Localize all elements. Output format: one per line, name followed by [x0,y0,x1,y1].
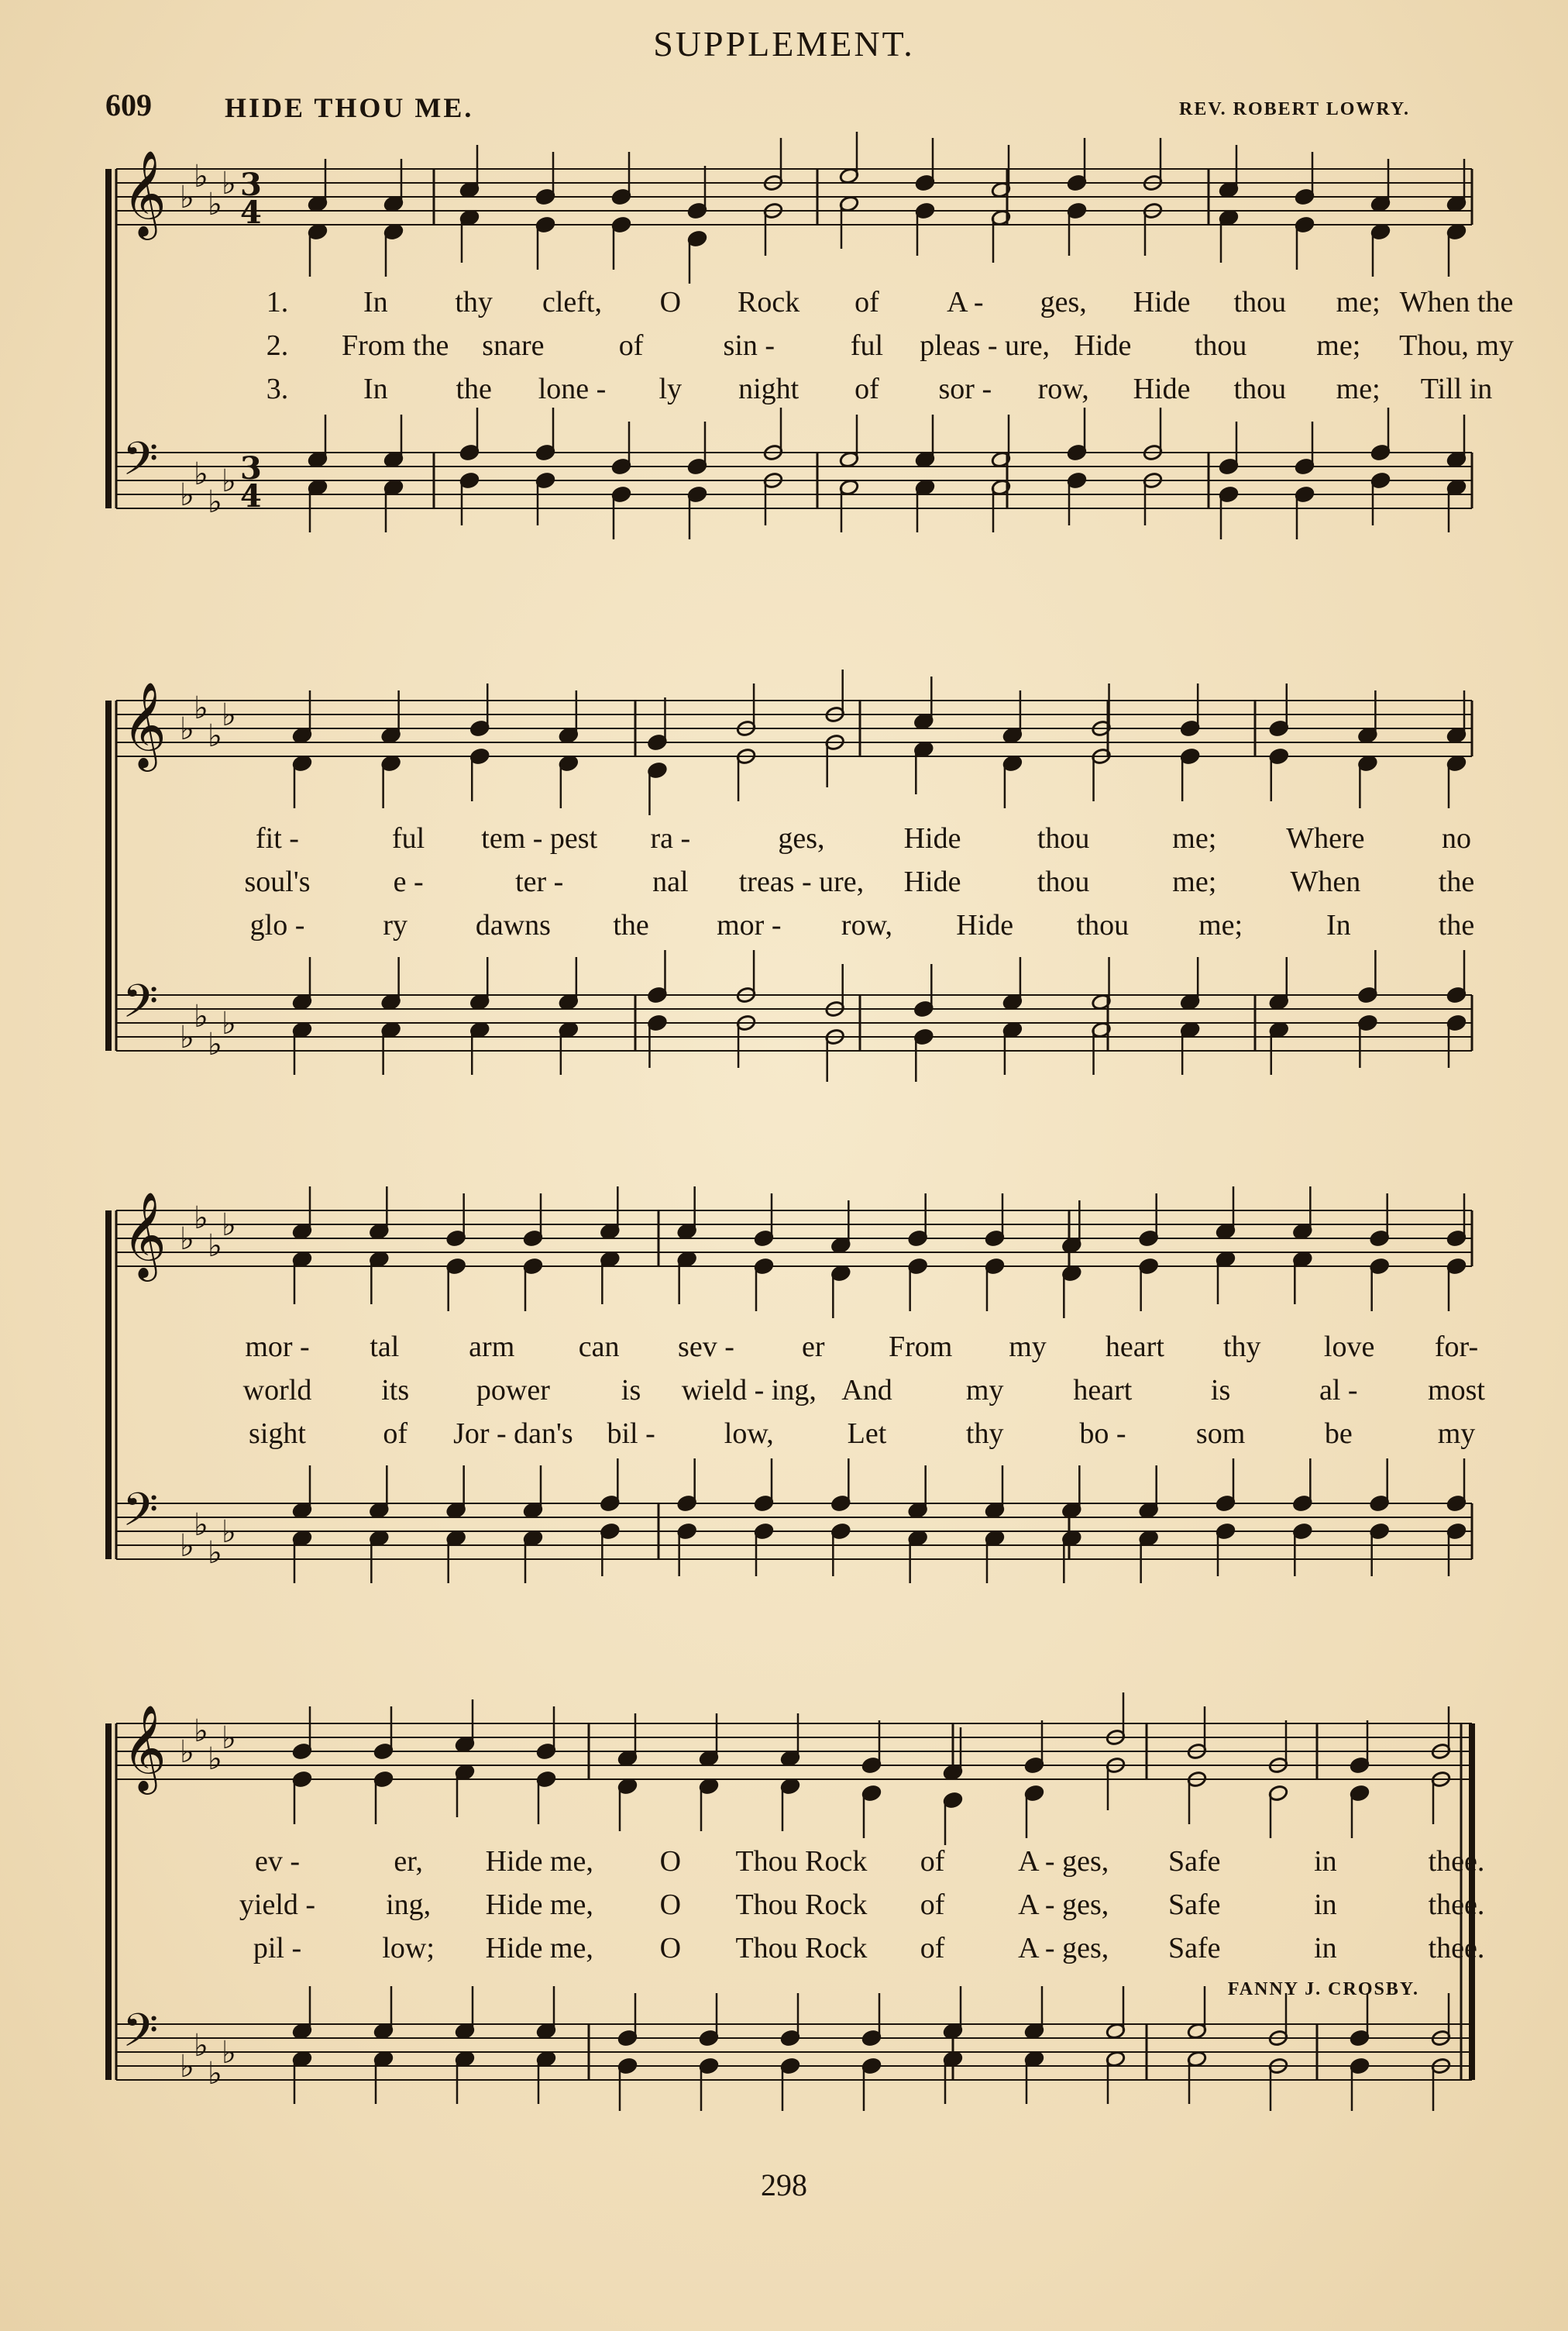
flat-sign: ♭ [222,166,236,201]
hymn-title: HIDE THOU ME. [225,92,474,123]
lyric-syllable: O [659,1845,682,1878]
lyric-syllable: Hide [956,909,1014,942]
flat-sign: ♭ [194,1507,208,1543]
lyric-syllable: me; [1336,373,1381,405]
lyric-syllable: treas - ure, [738,866,865,898]
flat-sign: ♭ [222,463,236,499]
lyric-syllable: thy [1222,1331,1261,1363]
lyric-syllable: Hide [1133,286,1191,318]
flat-sign: ♭ [194,1200,208,1236]
lyric-syllable: sin - [723,329,775,362]
lyric-syllable: in [1314,1889,1337,1921]
lyric-syllable: A - ges, [1018,1889,1109,1921]
flat-sign: ♭ [180,477,194,513]
lyric-line-verse-2 [0,865,1568,908]
lyric-syllable: From the [342,329,449,362]
flat-sign: ♭ [180,711,194,747]
lyric-syllable: arm [469,1331,515,1363]
lyric-syllable: ges, [778,822,825,855]
lyric-syllable: ter - [515,866,564,898]
lyric-syllable: er [802,1331,825,1363]
music-system-3 [0,1178,1568,1612]
lyric-syllable: of [920,1889,945,1921]
time-signature-digit: 4 [240,478,262,515]
lyric-syllable: And [841,1374,892,1407]
lyric-syllable: thee. [1428,1889,1485,1921]
treble-clef: 𝄞 [122,150,167,236]
composer-credit: REV. ROBERT LOWRY. [1179,99,1410,119]
treble-clef: 𝄞 [122,1191,167,1278]
time-signature-digit: 3 [240,167,262,203]
lyric-syllable: al - [1319,1374,1358,1407]
lyric-syllable: in [1314,1932,1337,1964]
lyric-syllable: most [1428,1374,1485,1407]
lyric-syllable: pleas - ure, [920,329,1050,362]
lyric-syllable: Hide [903,822,961,855]
lyric-syllable: thou [1194,329,1247,362]
time-signature-digit: 4 [240,195,262,231]
treble-clef: 𝄞 [122,681,167,768]
lyric-syllable: 1. [266,286,289,318]
lyric-line-verse-2 [0,1373,1568,1417]
lyric-syllable: of [618,329,644,362]
lyric-line-verse-1 [0,285,1568,329]
lyric-syllable: 2. [266,329,289,362]
lyric-syllable: soul's [244,866,311,898]
lyric-syllable: of [920,1845,945,1878]
lyric-syllable: When the [1399,286,1514,318]
flat-sign: ♭ [194,2028,208,2064]
lyric-syllable: me; [1198,909,1243,942]
lyric-syllable: no [1442,822,1471,855]
lyric-syllable: Where [1286,822,1365,855]
lyric-syllable: 3. [266,373,289,405]
flat-sign: ♭ [208,1535,222,1571]
lyric-syllable: tal [370,1331,400,1363]
lyric-syllable: sev - [678,1331,734,1363]
lyric-syllable: the [613,909,649,942]
lyric-syllable: ry [383,909,408,942]
lyric-syllable: Till in [1420,373,1493,405]
lyric-syllable: yield - [239,1889,316,1921]
lyric-syllable: cleft, [542,286,603,318]
flat-sign: ♭ [180,1528,194,1564]
lyric-syllable: bo - [1079,1417,1126,1450]
lyric-syllable: Safe [1168,1889,1221,1921]
music-system-4 [0,1689,1568,2139]
lyric-syllable: is [621,1374,641,1407]
lyric-syllable: Safe [1168,1932,1221,1964]
lyric-syllable: the [1438,866,1475,898]
lyric-syllable: thy [455,286,493,318]
lyric-syllable: Hide me, [485,1845,593,1878]
page-number: 298 [761,2167,807,2202]
lyric-syllable: ev - [254,1845,301,1878]
lyric-syllable: in [1314,1845,1337,1878]
flat-sign: ♭ [194,999,208,1035]
lyric-syllable: wield - ing, [681,1374,817,1407]
flat-sign: ♭ [208,187,222,222]
lyric-line-verse-1 [0,1330,1568,1373]
flat-sign: ♭ [222,697,236,733]
lyric-syllable: thee. [1428,1845,1485,1878]
lyric-syllable: low, [724,1417,774,1450]
flat-sign: ♭ [222,1207,236,1243]
flat-sign: ♭ [222,1514,236,1550]
music-system-1 [0,132,1568,589]
lyric-line-verse-1 [0,821,1568,865]
flat-sign: ♭ [208,1741,222,1777]
lyric-syllable: ing, [386,1889,432,1921]
lyric-syllable: tem - pest [481,822,598,855]
running-head: SUPPLEMENT. [653,24,915,64]
lyric-syllable: my [1437,1417,1476,1450]
lyric-line-verse-2 [0,329,1568,372]
lyric-syllable: snare [482,329,545,362]
lyric-syllable: world [242,1374,312,1407]
lyric-syllable: me; [1336,286,1381,318]
flat-sign: ♭ [222,1006,236,1042]
lyricist-credit: FANNY J. CROSBY. [1227,1979,1419,1999]
lyric-syllable: night [738,373,799,405]
lyric-syllable: O [659,1932,682,1964]
lyric-syllable: glo - [249,909,305,942]
lyric-syllable: ges, [1040,286,1087,318]
lyric-syllable: thou [1076,909,1130,942]
lyric-syllable: low; [382,1932,435,1964]
lyric-syllable: er, [394,1845,423,1878]
lyric-syllable: row, [841,909,893,942]
lyric-syllable: Let [847,1417,887,1450]
lyric-syllable: for- [1434,1331,1479,1363]
treble-clef: 𝄞 [122,1704,167,1791]
lyric-syllable: A - ges, [1018,1932,1109,1964]
lyric-line-verse-3 [0,1931,1568,1975]
lyric-syllable: O [659,1889,682,1921]
flat-sign: ♭ [208,718,222,754]
lyric-syllable: thou [1037,822,1090,855]
flat-sign: ♭ [180,1221,194,1257]
lyric-syllable: Hide me, [485,1932,593,1964]
lyric-syllable: my [965,1374,1004,1407]
flat-sign: ♭ [222,1720,236,1756]
flat-sign: ♭ [194,159,208,195]
lyric-syllable: e - [393,866,424,898]
lyric-syllable: sight [249,1417,306,1450]
lyric-syllable: of [920,1932,945,1964]
lyric-syllable: heart [1073,1374,1133,1407]
lyric-syllable: me; [1316,329,1361,362]
lyric-syllable: pil - [253,1932,302,1964]
lyric-syllable: mor - [245,1331,310,1363]
lyric-syllable: ful [850,329,884,362]
lyric-syllable: nal [652,866,689,898]
lyric-syllable: me; [1172,822,1217,855]
bass-clef: 𝄢 [122,974,159,1039]
lyric-syllable: love [1323,1331,1375,1363]
lyric-line-verse-1 [0,1844,1568,1888]
lyric-syllable: of [383,1417,408,1450]
lyric-syllable: Thou Rock [735,1845,868,1878]
flat-sign: ♭ [208,1228,222,1264]
lyric-syllable: Thou, my [1399,329,1514,362]
lyric-syllable: mor - [717,909,782,942]
lyric-syllable: ful [392,822,425,855]
flat-sign: ♭ [194,1713,208,1749]
lyric-syllable: the [456,373,492,405]
flat-sign: ♭ [180,1734,194,1770]
lyric-syllable: Thou Rock [735,1889,868,1921]
flat-sign: ♭ [208,1027,222,1062]
lyric-line-verse-2 [0,1888,1568,1931]
lyric-syllable: thou [1233,373,1287,405]
lyric-syllable: thou [1233,286,1287,318]
bass-clef: 𝄢 [122,2003,159,2068]
lyric-syllable: the [1438,909,1475,942]
lyric-syllable: O [659,286,682,318]
flat-sign: ♭ [194,456,208,492]
lyric-syllable: lone - [538,373,607,405]
lyric-line-verse-3 [0,908,1568,952]
lyric-syllable: Hide [1133,373,1191,405]
lyric-syllable: of [854,373,879,405]
lyric-syllable: Thou Rock [735,1932,868,1964]
lyric-syllable: ly [658,373,683,405]
bass-clef: 𝄢 [122,432,159,497]
lyric-syllable: Jor - dan's [453,1417,573,1450]
lyric-syllable: In [363,286,388,318]
lyric-line-verse-3 [0,1417,1568,1460]
lyric-syllable: row, [1037,373,1089,405]
bass-clef: 𝄢 [122,1482,159,1548]
flat-sign: ♭ [180,1020,194,1055]
lyric-syllable: ra - [650,822,691,855]
lyric-syllable: thou [1037,866,1090,898]
lyric-syllable: be [1324,1417,1353,1450]
flat-sign: ♭ [208,2056,222,2092]
lyric-syllable: A - ges, [1018,1845,1109,1878]
lyric-syllable: my [1009,1331,1047,1363]
hymn-number: 609 [105,88,152,122]
lyric-line-verse-3 [0,372,1568,415]
lyric-syllable: of [854,286,879,318]
lyric-syllable: bil - [607,1417,655,1450]
lyric-syllable: fit - [256,822,299,855]
lyric-syllable: som [1195,1417,1246,1450]
flat-sign: ♭ [180,2049,194,2085]
lyric-syllable: Hide [903,866,961,898]
time-signature-digit: 3 [240,450,262,487]
lyric-syllable: In [1326,909,1351,942]
lyric-syllable: me; [1172,866,1217,898]
music-system-2 [0,666,1568,1100]
lyric-syllable: A - [947,286,984,318]
lyric-syllable: Hide [1074,329,1132,362]
lyric-syllable: dawns [475,909,551,942]
lyric-syllable: sor - [938,373,992,405]
lyric-syllable: Hide me, [485,1889,593,1921]
lyric-syllable: power [476,1374,550,1407]
flat-sign: ♭ [208,484,222,520]
lyric-syllable: From [888,1331,953,1363]
flat-sign: ♭ [180,180,194,215]
lyric-syllable: heart [1105,1331,1164,1363]
lyric-syllable: Safe [1168,1845,1221,1878]
lyric-syllable: Rock [738,286,800,318]
flat-sign: ♭ [194,690,208,726]
flat-sign: ♭ [222,2035,236,2071]
lyric-syllable: its [381,1374,410,1407]
lyric-syllable: When [1290,866,1361,898]
lyric-syllable: In [363,373,388,405]
lyric-syllable: thee. [1428,1932,1485,1964]
lyric-syllable: thy [965,1417,1004,1450]
lyric-syllable: can [578,1331,620,1363]
lyric-syllable: is [1210,1374,1231,1407]
